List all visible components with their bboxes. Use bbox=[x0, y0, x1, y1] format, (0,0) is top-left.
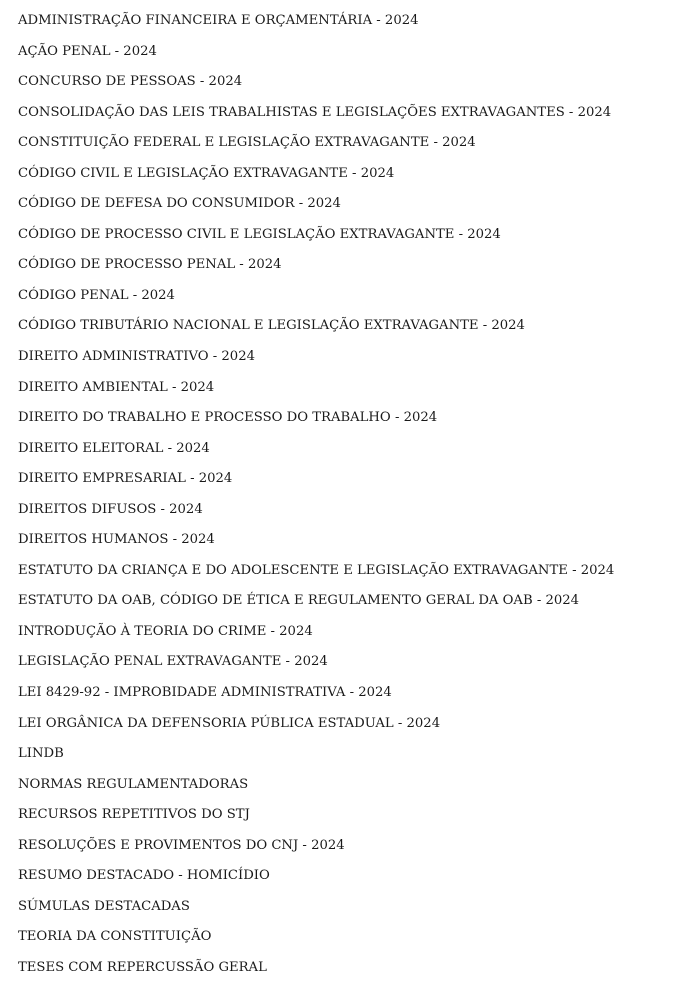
list-item[interactable]: LINDB bbox=[18, 746, 64, 762]
topic-list bbox=[18, 10, 614, 988]
list-item[interactable]: RECURSOS REPETITIVOS DO STJ bbox=[18, 807, 250, 823]
list-item[interactable]: DIREITO DO TRABALHO E PROCESSO DO TRABALHO - 2024 bbox=[18, 410, 438, 426]
list-item[interactable]: CONSOLIDAÇÃO DAS LEIS TRABALHISTAS E LEGISLAÇÕES EXTRAVAGANTES - 2024 bbox=[18, 104, 612, 120]
list-item[interactable]: AÇÃO PENAL - 2024 bbox=[18, 43, 157, 59]
list-item[interactable]: TEORIA DA CONSTITUIÇÃO bbox=[18, 929, 212, 945]
list-item[interactable]: RESOLUÇÕES E PROVIMENTOS DO CNJ - 2024 bbox=[18, 837, 345, 853]
list-item[interactable]: CÓDIGO CIVIL E LEGISLAÇÃO EXTRAVAGANTE - 2024 bbox=[18, 165, 395, 181]
list-item[interactable]: ESTATUTO DA CRIANÇA E DO ADOLESCENTE E LEGISLAÇÃO EXTRAVAGANTE - 2024 bbox=[18, 562, 615, 578]
list-item[interactable]: CÓDIGO TRIBUTÁRIO NACIONAL E LEGISLAÇÃO EXTRAVAGANTE - 2024 bbox=[18, 318, 525, 334]
list-item[interactable]: DIREITO ELEITORAL - 2024 bbox=[18, 440, 210, 456]
list-item[interactable]: NORMAS REGULAMENTADORAS bbox=[18, 776, 249, 792]
list-item[interactable]: CÓDIGO DE PROCESSO CIVIL E LEGISLAÇÃO EXTRAVAGANTE - 2024 bbox=[18, 226, 501, 242]
list-item[interactable]: ESTATUTO DA OAB, CÓDIGO DE ÉTICA E REGULAMENTO GERAL DA OAB - 2024 bbox=[18, 593, 580, 609]
list-item[interactable]: DIREITOS HUMANOS - 2024 bbox=[18, 532, 215, 548]
list-item[interactable]: ADMINISTRAÇÃO FINANCEIRA E ORÇAMENTÁRIA - 2024 bbox=[18, 13, 419, 28]
list-item[interactable]: TESES COM REPERCUSSÃO GERAL bbox=[18, 959, 267, 975]
list-item[interactable]: CÓDIGO DE PROCESSO PENAL - 2024 bbox=[18, 257, 282, 273]
list-item[interactable]: DIREITOS DIFUSOS - 2024 bbox=[18, 501, 203, 517]
list-item[interactable]: LEI 8429-92 - IMPROBIDADE ADMINISTRATIVA - 2024 bbox=[18, 685, 392, 701]
list-item[interactable]: CÓDIGO PENAL - 2024 bbox=[18, 287, 175, 303]
list-item[interactable]: LEI ORGÂNICA DA DEFENSORIA PÚBLICA ESTADUAL - 2024 bbox=[18, 715, 441, 731]
list-item[interactable]: INTRODUÇÃO À TEORIA DO CRIME - 2024 bbox=[18, 623, 313, 639]
list-item[interactable]: DIREITO AMBIENTAL - 2024 bbox=[18, 379, 215, 395]
list-item[interactable]: CONCURSO DE PESSOAS - 2024 bbox=[18, 74, 243, 90]
list-item[interactable]: LEGISLAÇÃO PENAL EXTRAVAGANTE - 2024 bbox=[18, 654, 328, 670]
list-item[interactable]: CÓDIGO DE DEFESA DO CONSUMIDOR - 2024 bbox=[18, 196, 341, 212]
list-item[interactable]: RESUMO DESTACADO - HOMICÍDIO bbox=[18, 868, 270, 884]
list-item[interactable]: CONSTITUIÇÃO FEDERAL E LEGISLAÇÃO EXTRAVAGANTE - 2024 bbox=[18, 135, 476, 151]
list-item[interactable]: DIREITO ADMINISTRATIVO - 2024 bbox=[18, 349, 255, 365]
list-item[interactable]: SÚMULAS DESTACADAS bbox=[18, 898, 190, 914]
list-item[interactable]: DIREITO EMPRESARIAL - 2024 bbox=[18, 471, 233, 487]
